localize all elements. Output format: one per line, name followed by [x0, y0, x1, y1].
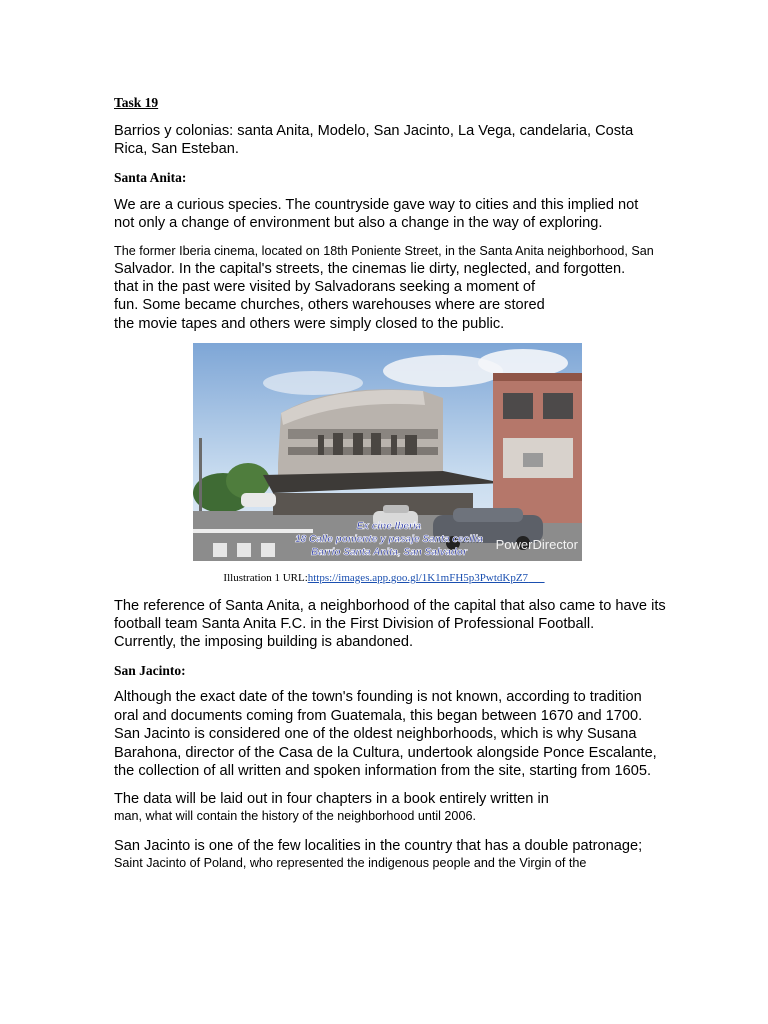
overlay-line: Ex cine Iberia [356, 521, 422, 532]
paragraph-line: San Jacinto is one of the few localities in the country that has a double patronage; [114, 838, 643, 854]
caption-url-link[interactable]: https://images.app.goo.gl/1K1mFH5p3PwtdKpZ7 [307, 572, 529, 584]
paragraph-line: oral and documents coming from Guatemala, this began between 1670 and 1700. [114, 708, 643, 724]
paragraph-line: The former Iberia cinema, located on 18th Poniente Street, in the Santa Anita neighborhood, San [114, 244, 654, 258]
paragraph-line: Currently, the imposing building is abandoned. [114, 634, 414, 650]
powerdirector-watermark: PowerDirector [495, 537, 578, 552]
paragraph-line: San Jacinto is considered one of the oldest neighborhoods, which is why Susana [114, 726, 637, 742]
caption-label: Illustration 1 URL: [223, 572, 308, 584]
paragraph-line: We are a curious species. The countryside gave way to cities and this implied not [114, 197, 639, 213]
paragraph-line: the collection of all written and spoken information from the site, starting from 1605. [114, 763, 651, 779]
overlay-line: 18 Calle poniente y pasaje Santa cecilia [295, 534, 483, 545]
paragraph-line: The reference of Santa Anita, a neighborhood of the capital that also came to have its [114, 598, 666, 614]
iberia-cinema-photo [193, 343, 582, 561]
paragraph-line: Saint Jacinto of Poland, who represented the indigenous people and the Virgin of the [114, 856, 587, 870]
overlay-line: Barrio Santa Anita, San Salvador [311, 547, 467, 558]
paragraph-line: fun. Some became churches, others warehouses where are stored [114, 297, 545, 313]
paragraph-line: that in the past were visited by Salvadorans seeking a moment of [114, 279, 536, 295]
section-heading-santa-anita: Santa Anita: [114, 170, 187, 185]
task-title: Task 19 [114, 95, 159, 110]
paragraph-line: man, what will contain the history of the neighborhood until 2006. [114, 809, 476, 823]
paragraph-line: football team Santa Anita F.C. in the First Division of Professional Football. [114, 616, 595, 632]
paragraph-line: Salvador. In the capital's streets, the cinemas lie dirty, neglected, and forgotten. [114, 261, 626, 277]
paragraph-line: The data will be laid out in four chapters in a book entirely written in [114, 791, 549, 807]
illustration-caption [0, 572, 768, 584]
intro-line: Rica, San Esteban. [114, 141, 239, 157]
paragraph-line: Barahona, director of the Casa de la Cultura, undertook alongside Ponce Escalante, [114, 745, 657, 761]
section-heading-san-jacinto: San Jacinto: [114, 663, 186, 678]
intro-line: Barrios y colonias: santa Anita, Modelo, San Jacinto, La Vega, candelaria, Costa [114, 123, 634, 139]
paragraph-line: Although the exact date of the town's founding is not known, according to tradition [114, 689, 642, 705]
paragraph-line: not only a change of environment but also a change in the way of exploring. [114, 215, 603, 231]
paragraph-line: the movie tapes and others were simply closed to the public. [114, 316, 505, 332]
